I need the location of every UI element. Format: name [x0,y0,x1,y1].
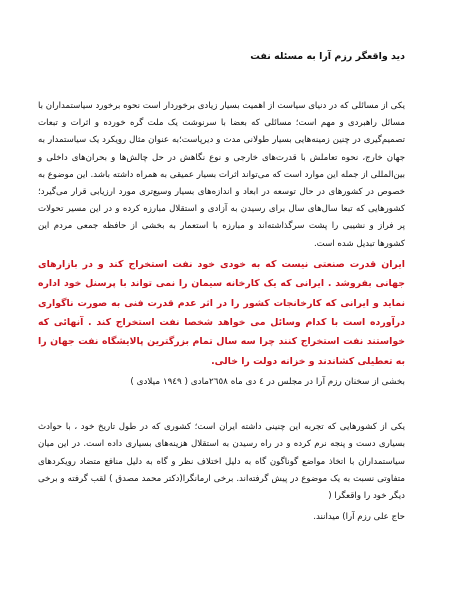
quote-source: بخشی از سخنان رزم آرا در مجلس در ٤ دی ماه ٢٦٥٨مادی ( ١٩٤٩ میلادی ) [130,377,405,388]
closing-line: حاج علی رزم آرا) میدانند. [313,512,405,523]
highlighted-quote: ایران قدرت صنعتی نیست که به خودی خود نفت استخراج کند و در بازارهای جهانی بفروشد . ایرانی که یک کارخانه سیمان را نمی تواند با پرسنل خود اداره نماید و ایرانی که کارخانجات کشور را در اثر عدم قدرت فنی به صورت ناگواری درآورده است با کدام وسائل می خواهد شخصا نفت استخراج کند . آنهائی که خواستند نفت استخراج کنند چرا سه سال تمام بزرگترین پالایشگاه نفت جهان را به تعطیلی کشاندند و خزانه دولت را خالی. [38,258,405,367]
intro-paragraph: یکی از مسائلی که در دنیای سیاست از اهمیت بسیار زیادی برخوردار است نحوه برخورد سیاستمداران با مسائل راهبردی و مهم است؛ مسائلی که بعضا با سرنوشت یک ملت گره خورده و اثرات و تبعات تصمیم‌گیری در چنین زمینه‌هایی بسیار طولانی مدت و دیرپاست؛به عنوان مثال رویکرد یک سیاستمدار به جهان خارج، نحوه تعاملش با قدرت‌های خارجی و نوع نگاهش در حل چالش‌ها و بحران‌های داخلی و بین‌المللی از جمله این موارد است که می‌تواند اثرات بسیار عمیقی به همراه داشته باشد. این موضوع به خصوص در کشورهای در حال توسعه در ابعاد و اندازه‌های بسیار وسیع‌تری مورد ارزیابی قرار می‌گیرد؛ کشورهایی که تبعا سال‌های سال برای رسیدن به آزادی و استقلال مبارزه کرده و در این مسیر تحولات پر فراز و نشیبی را پشت سرگذاشته‌اند و مبارزه با استعمار به بخشی از حافظه جمعی مردم این کشورها تبدیل شده است. [38,101,405,249]
second-paragraph: یکی از کشورهایی که تجربه این چنینی داشته ایران است؛ کشوری که در طول تاریخ خود ، با حوادث بسیاری دست و پنجه نرم کرده و در راه رسیدن به استقلال هزینه‌های بسیاری داده است. در این میان سیاستمداران با اتخاذ مواضع گوناگون گاه به دلیل اختلاف نظر و گاه به دلیل منافع متضاد رویکردهای متفاوتی نسبت به یک موضوع در پیش گرفته‌اند. برخی ارمانگرا(دکتر محمد مصدق ) لقب گرفته و برخی دیگر خود را واقعگرا ( [38,422,405,502]
document-title: دید واقعگر رزم آرا به مسئله نفت [250,51,405,62]
